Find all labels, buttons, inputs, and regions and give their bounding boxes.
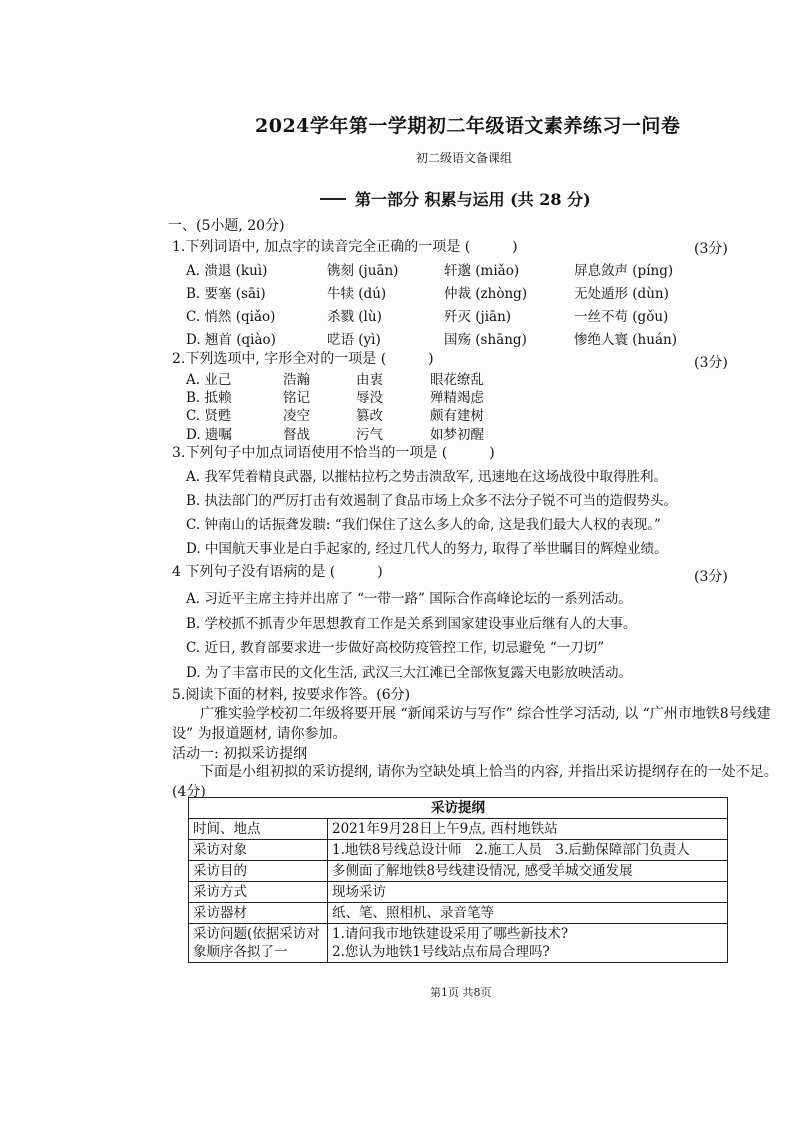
row-value: 1.地铁8号线总设计师 2.施工人员 3.后勤保障部门负责人	[328, 840, 728, 861]
option-3a: A. 我军凭着精良武器, 以摧枯拉朽之势击溃敌军, 迅速地在这场战役中取得胜利。	[186, 469, 667, 485]
section-label: 一、(5小题, 20分)	[168, 218, 285, 234]
option-1d-3: 国殇 (shāng)	[444, 332, 527, 348]
question-5-stem: 5.阅读下面的材料, 按要求作答。(6分)	[172, 687, 411, 703]
row-value: 纸、笔、照相机、录音笔等	[328, 903, 728, 924]
option-1b-1: B. 要塞 (sāi)	[186, 286, 266, 302]
option-2d-4: 如梦初醒	[430, 427, 484, 443]
option-2c-2: 凌空	[283, 408, 310, 424]
option-2c-3: 篡改	[356, 408, 383, 424]
row-key: 采访问题(依据采访对象顺序各拟了一	[189, 924, 328, 963]
row-value: 多侧面了解地铁8号线建设情况, 感受羊城交通发展	[328, 861, 728, 882]
row-value: 现场采访	[328, 882, 728, 903]
row-key: 采访目的	[189, 861, 328, 882]
option-1d-4: 惨绝人寰 (huán)	[574, 332, 677, 348]
option-3d: D. 中国航天事业是白手起家的, 经过几代人的努力, 取得了举世瞩目的辉煌业绩。	[186, 541, 668, 557]
row-key: 采访器材	[189, 903, 328, 924]
option-4c: C. 近日, 教育部要求进一步做好高校防疫管控工作, 切忌避免 “一刀切”	[186, 640, 605, 656]
table-row	[189, 840, 728, 861]
option-4b: B. 学校抓不抓青少年思想教育工作是关系到国家建设事业后继有人的大事。	[186, 616, 637, 632]
option-2b-4: 殚精竭虑	[430, 390, 484, 406]
page-title: 2024学年第一学期初二年级语文素养练习一问卷	[255, 115, 681, 137]
option-1b-3: 仲裁 (zhòng)	[444, 286, 528, 302]
question-4-points: (3分)	[694, 569, 728, 585]
option-2b-3: 辱没	[356, 390, 383, 406]
table-row	[189, 819, 728, 840]
option-2d-3: 污气	[356, 427, 383, 443]
row-value	[328, 924, 728, 963]
option-1c-2: 杀戮 (lù)	[327, 309, 382, 325]
option-1c-3: 歼灭 (jiān)	[444, 309, 512, 325]
question-1-points: (3分)	[694, 241, 728, 257]
page-footer: 第1页 共8页	[430, 986, 492, 999]
option-2a-1: A. 业己	[186, 372, 232, 388]
question-line: 2.您认为地铁1号线站点布局合理吗?	[332, 944, 550, 960]
option-2d-2: 督战	[283, 427, 310, 443]
option-1c-1: C. 悄然 (qiǎo)	[186, 309, 276, 325]
option-1a-2: 镌刻 (juān)	[327, 263, 399, 279]
row-value: 2021年9月28日上午9点, 西村地铁站	[328, 819, 728, 840]
question-line: 1.请问我市地铁建设采用了哪些新技术?	[332, 926, 569, 942]
option-2d-1: D. 遗嘱	[186, 427, 232, 443]
option-2a-4: 眼花缭乱	[430, 372, 484, 388]
row-key: 采访方式	[189, 882, 328, 903]
option-1c-4: 一丝不苟 (gǒu)	[574, 309, 669, 325]
row-key: 采访对象	[189, 840, 328, 861]
table-header-row	[189, 798, 728, 819]
option-1a-4: 屏息敛声 (píng)	[574, 263, 674, 279]
option-1d-1: D. 翘首 (qiào)	[186, 332, 276, 348]
option-2b-1: B. 抵赖	[186, 390, 232, 406]
option-3c: C. 钟南山的话振聋发聩: “我们保住了这么多人的命, 这是我们最大人权的表现。”	[186, 517, 661, 533]
table-row	[189, 903, 728, 924]
option-1a-1: A. 溃退 (kuì)	[186, 263, 268, 279]
option-3b: B. 执法部门的严厉打击有效遏制了食品市场上众多不法分子锐不可当的造假势头。	[186, 493, 678, 509]
table-row	[189, 882, 728, 903]
option-2c-1: C. 贤甦	[186, 408, 232, 424]
question-4-stem: 4 下列句子没有语病的是 ( )	[172, 564, 383, 580]
question-1-stem: 1.下列词语中, 加点字的读音完全正确的一项是 ( )	[172, 239, 518, 255]
question-2-points: (3分)	[694, 355, 728, 371]
question-2-stem: 2.下列选项中, 字形全对的一项是 ( )	[172, 351, 434, 367]
table-row	[189, 861, 728, 882]
table-header: 采访提纲	[189, 798, 728, 819]
table-row	[189, 924, 728, 963]
question-5-instruction: 下面是小组初拟的采访提纲, 请你为空缺处填上恰当的内容, 并指出采访提纲存在的一处不足。(4分)	[172, 764, 778, 800]
option-2c-4: 颇有建树	[430, 408, 484, 424]
option-1b-2: 牛犊 (dú)	[327, 286, 387, 302]
activity-heading: 活动一: 初拟采访提纲	[172, 746, 308, 762]
question-3-stem: 3.下列句子中加点词语使用不恰当的一项是 ( )	[172, 445, 495, 461]
divider-dash	[320, 198, 346, 200]
option-1a-3: 轩邈 (miǎo)	[444, 263, 520, 279]
page-subtitle: 初二级语文备课组	[416, 151, 513, 165]
question-5-intro: 广雅实验学校初二年级将要开展 “新闻采访与写作” 综合性学习活动, 以 “广州市地铁8号线建设” 为报道题材, 请你参加。	[172, 706, 771, 742]
option-2b-2: 铭记	[283, 390, 310, 406]
part-heading: 第一部分 积累与运用 (共 28 分)	[355, 190, 591, 209]
row-key: 时间、地点	[189, 819, 328, 840]
option-2a-2: 浩瀚	[283, 372, 310, 388]
interview-plan-table	[188, 797, 728, 963]
option-1d-2: 呓语 (yì)	[327, 332, 381, 348]
option-2a-3: 由衷	[356, 372, 383, 388]
option-1b-4: 无处遁形 (dùn)	[574, 286, 669, 302]
option-4a: A. 习近平主席主持并出席了 “一带一路” 国际合作高峰论坛的一系列活动。	[186, 591, 632, 607]
option-4d: D. 为了丰富市民的文化生活, 武汉三大江滩已全部恢复露天电影放映活动。	[186, 665, 633, 681]
